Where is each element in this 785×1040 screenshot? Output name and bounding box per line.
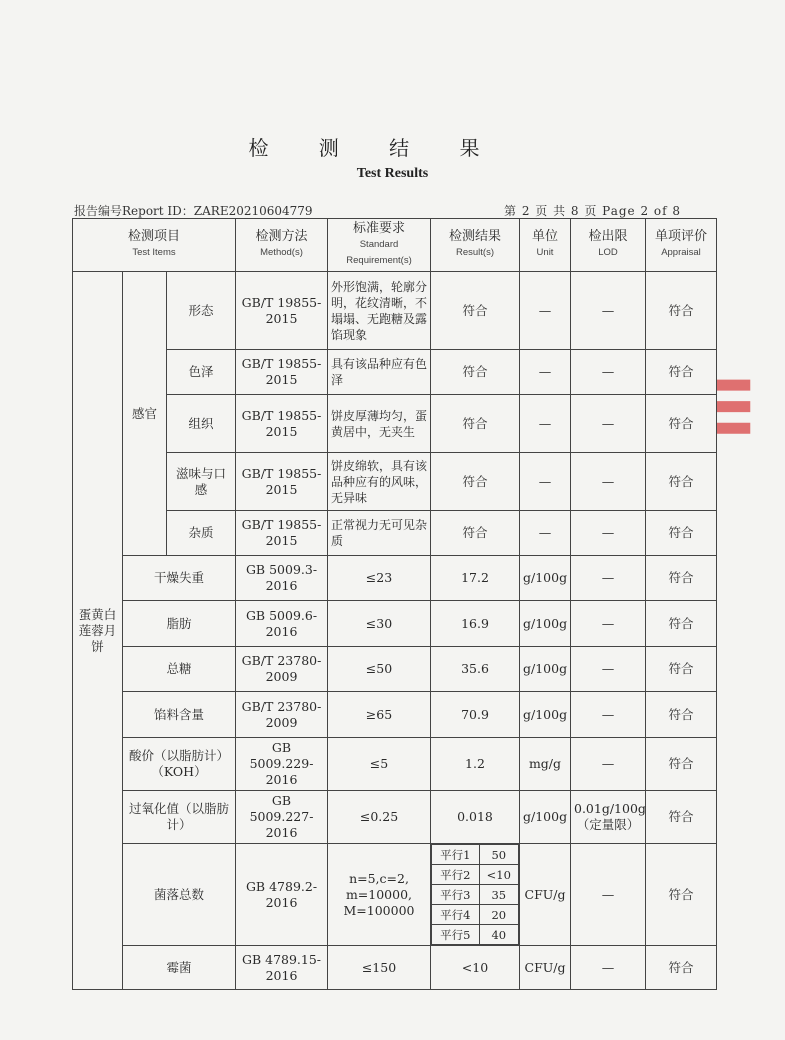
replicate-value: 40 [479,925,518,945]
requirement: ≤0.25 [328,791,431,844]
col-header-unit: 单位 Unit [520,219,571,272]
unit: g/100g [520,692,571,738]
stamp-mark: ▌▌▌ [717,380,750,445]
lod: — [571,272,646,350]
requirement: ≤30 [328,601,431,647]
lod: 0.01g/100g（定量限） [571,791,646,844]
result: 符合 [431,511,520,556]
unit: — [520,272,571,350]
requirement: ≤150 [328,946,431,990]
replicate-label: 平行2 [432,865,480,885]
requirement: 饼皮绵软，具有该品种应有的风味，无异味 [328,453,431,511]
appraisal: 符合 [646,601,717,647]
result: 0.018 [431,791,520,844]
lod: — [571,647,646,692]
method: GB/T 19855-2015 [236,350,328,395]
table-row [73,844,717,946]
page-title-cn: 检 测 结 果 [248,136,502,160]
method: GB/T 23780-2009 [236,692,328,738]
item-name: 形态 [167,272,236,350]
appraisal: 符合 [646,350,717,395]
item-name: 馅料含量 [123,692,236,738]
lod: — [571,453,646,511]
result: 35.6 [431,647,520,692]
requirement: n=5,c=2, m=10000, M=100000 [328,844,431,946]
method: GB 4789.2-2016 [236,844,328,946]
appraisal: 符合 [646,692,717,738]
replicate-results [431,844,520,946]
item-name: 组织 [167,395,236,453]
table-row [73,946,717,990]
appraisal: 符合 [646,791,717,844]
table-header-row [73,219,717,272]
requirement: 外形饱满，轮廓分明，花纹清晰，不塌塌、无跑糖及露馅现象 [328,272,431,350]
appraisal: 符合 [646,844,717,946]
unit: g/100g [520,647,571,692]
lod: — [571,738,646,791]
requirement: 正常视力无可见杂质 [328,511,431,556]
method: GB 5009.229-2016 [236,738,328,791]
unit: — [520,453,571,511]
lod: — [571,556,646,601]
appraisal: 符合 [646,511,717,556]
item-name: 杂质 [167,511,236,556]
method: GB 5009.3-2016 [236,556,328,601]
requirement: ≤23 [328,556,431,601]
table-row [73,556,717,601]
replicate-value: <10 [479,865,518,885]
result: 70.9 [431,692,520,738]
method: GB 5009.227-2016 [236,791,328,844]
replicate-label: 平行1 [432,845,480,865]
unit: CFU/g [520,844,571,946]
item-name: 脂肪 [123,601,236,647]
table-row [73,791,717,844]
requirement: ≥65 [328,692,431,738]
item-name: 霉菌 [123,946,236,990]
unit: g/100g [520,556,571,601]
result: 16.9 [431,601,520,647]
appraisal: 符合 [646,272,717,350]
lod: — [571,350,646,395]
unit: — [520,395,571,453]
results-table [72,218,717,990]
lod: — [571,844,646,946]
lod: — [571,946,646,990]
table-row [73,692,717,738]
method: GB/T 19855-2015 [236,511,328,556]
result: 符合 [431,350,520,395]
result: <10 [431,946,520,990]
unit: — [520,511,571,556]
unit: g/100g [520,601,571,647]
result: 1.2 [431,738,520,791]
replicate-table [431,844,519,945]
lod: — [571,601,646,647]
table-row [73,738,717,791]
appraisal: 符合 [646,395,717,453]
appraisal: 符合 [646,453,717,511]
table-row [73,511,717,556]
result: 符合 [431,453,520,511]
col-header-appraisal: 单项评价 Appraisal [646,219,717,272]
method: GB/T 23780-2009 [236,647,328,692]
item-name: 菌落总数 [123,844,236,946]
col-header-requirement: 标准要求 Standard Requirement(s) [328,219,431,272]
method: GB 5009.6-2016 [236,601,328,647]
table-row [73,601,717,647]
table-row [73,272,717,350]
replicate-value: 20 [479,905,518,925]
unit: g/100g [520,791,571,844]
lod: — [571,511,646,556]
unit: CFU/g [520,946,571,990]
page-number: 第 2 页 共 8 页 Page 2 of 8 [504,204,682,218]
report-id: 报告编号Report ID：ZARE20210604779 [74,204,313,218]
appraisal: 符合 [646,647,717,692]
replicate-label: 平行5 [432,925,480,945]
requirement: ≤50 [328,647,431,692]
col-header-result: 检测结果 Result(s) [431,219,520,272]
table-row [73,453,717,511]
requirement: ≤5 [328,738,431,791]
table-row [73,647,717,692]
replicate-value: 35 [479,885,518,905]
col-header-items: 检测项目 Test Items [73,219,236,272]
method: GB/T 19855-2015 [236,272,328,350]
method: GB/T 19855-2015 [236,395,328,453]
unit: — [520,350,571,395]
page-title-en: Test Results [356,166,429,181]
result: 17.2 [431,556,520,601]
col-header-method: 检测方法 Method(s) [236,219,328,272]
method: GB 4789.15-2016 [236,946,328,990]
result: 符合 [431,395,520,453]
appraisal: 符合 [646,556,717,601]
unit: mg/g [520,738,571,791]
table-row [73,350,717,395]
sensory-group: 感官 [123,272,167,556]
method: GB/T 19855-2015 [236,453,328,511]
col-header-lod: 检出限 LOD [571,219,646,272]
table-row [73,395,717,453]
requirement: 具有该品种应有色泽 [328,350,431,395]
replicate-label: 平行4 [432,905,480,925]
item-name: 过氧化值（以脂肪计） [123,791,236,844]
appraisal: 符合 [646,946,717,990]
result: 符合 [431,272,520,350]
replicate-label: 平行3 [432,885,480,905]
replicate-value: 50 [479,845,518,865]
requirement: 饼皮厚薄均匀，蛋黄居中，无夹生 [328,395,431,453]
item-name: 总糖 [123,647,236,692]
lod: — [571,395,646,453]
item-name: 干燥失重 [123,556,236,601]
item-name: 酸价（以脂肪计）（KOH） [123,738,236,791]
item-name: 色泽 [167,350,236,395]
lod: — [571,692,646,738]
appraisal: 符合 [646,738,717,791]
product-name: 蛋黄白莲蓉月饼 [73,272,123,990]
item-name: 滋味与口感 [167,453,236,511]
